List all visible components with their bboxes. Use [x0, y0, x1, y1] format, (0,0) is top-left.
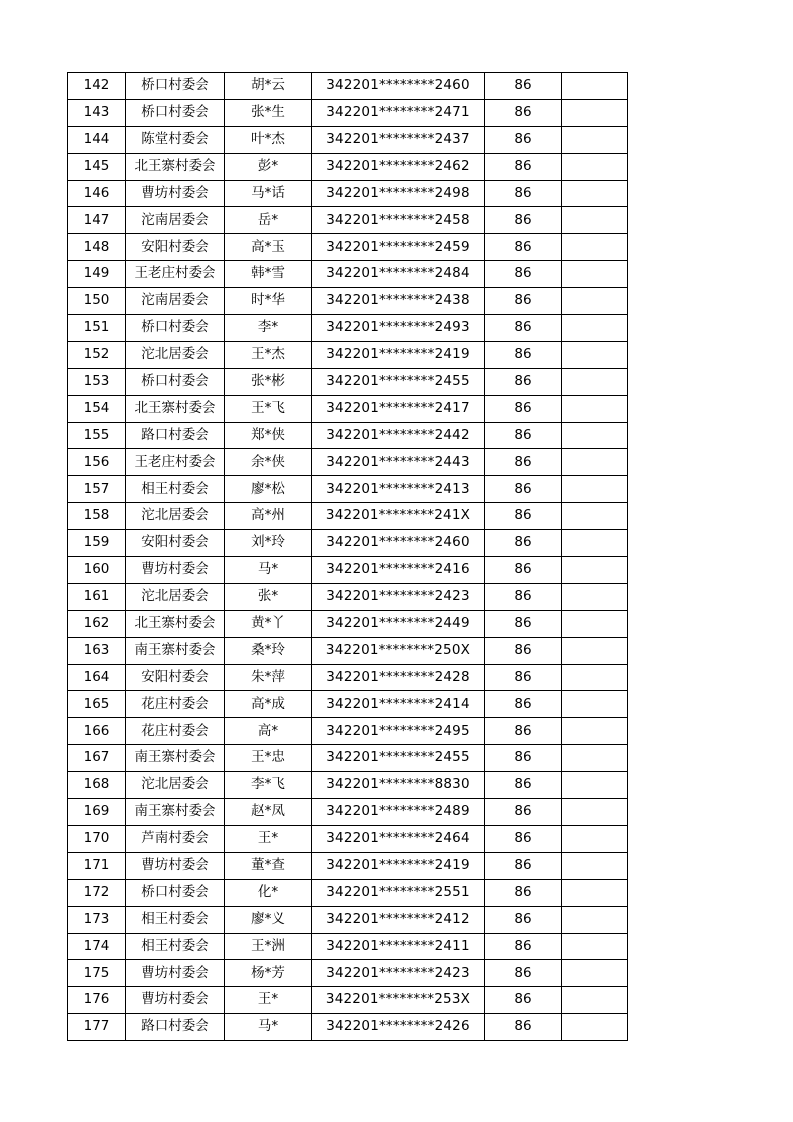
id-number-cell: 342201********2428	[312, 664, 485, 691]
remarks-cell	[562, 261, 628, 288]
remarks-cell	[562, 691, 628, 718]
id-number-cell: 342201********2414	[312, 691, 485, 718]
village-committee-cell: 桥口村委会	[126, 73, 225, 100]
id-number-cell: 342201********2460	[312, 73, 485, 100]
id-number-cell: 342201********2413	[312, 476, 485, 503]
person-name-cell: 王*洲	[225, 933, 312, 960]
table-row	[68, 718, 628, 745]
score-cell: 86	[485, 261, 562, 288]
village-committee-cell: 相王村委会	[126, 906, 225, 933]
row-number-cell: 162	[68, 610, 126, 637]
score-cell: 86	[485, 180, 562, 207]
village-committee-cell: 北王寨村委会	[126, 153, 225, 180]
remarks-cell	[562, 745, 628, 772]
row-number-cell: 148	[68, 234, 126, 261]
table-row	[68, 960, 628, 987]
remarks-cell	[562, 234, 628, 261]
table-row	[68, 234, 628, 261]
score-cell: 86	[485, 422, 562, 449]
table-row	[68, 772, 628, 799]
village-committee-cell: 路口村委会	[126, 1014, 225, 1041]
row-number-cell: 163	[68, 637, 126, 664]
village-committee-cell: 南王寨村委会	[126, 799, 225, 826]
id-number-cell: 342201********2460	[312, 530, 485, 557]
id-number-cell: 342201********2493	[312, 315, 485, 342]
person-name-cell: 董*查	[225, 852, 312, 879]
village-committee-cell: 王老庄村委会	[126, 261, 225, 288]
remarks-cell	[562, 207, 628, 234]
village-committee-cell: 北王寨村委会	[126, 395, 225, 422]
remarks-cell	[562, 126, 628, 153]
id-number-cell: 342201********2411	[312, 933, 485, 960]
id-number-cell: 342201********2455	[312, 368, 485, 395]
score-cell: 86	[485, 610, 562, 637]
table-row	[68, 153, 628, 180]
person-name-cell: 廖*松	[225, 476, 312, 503]
remarks-cell	[562, 288, 628, 315]
table-row	[68, 476, 628, 503]
row-number-cell: 149	[68, 261, 126, 288]
village-committee-cell: 相王村委会	[126, 476, 225, 503]
village-committee-cell: 曹坊村委会	[126, 987, 225, 1014]
village-committee-cell: 安阳村委会	[126, 530, 225, 557]
person-name-cell: 刘*玲	[225, 530, 312, 557]
score-cell: 86	[485, 637, 562, 664]
id-number-cell: 342201********2458	[312, 207, 485, 234]
id-number-cell: 342201********2443	[312, 449, 485, 476]
village-committee-cell: 路口村委会	[126, 422, 225, 449]
village-committee-cell: 曹坊村委会	[126, 960, 225, 987]
table-row	[68, 503, 628, 530]
id-number-cell: 342201********2489	[312, 799, 485, 826]
id-number-cell: 342201********2438	[312, 288, 485, 315]
village-committee-cell: 沱南居委会	[126, 288, 225, 315]
score-cell: 86	[485, 395, 562, 422]
table-row	[68, 664, 628, 691]
person-name-cell: 张*生	[225, 99, 312, 126]
score-cell: 86	[485, 987, 562, 1014]
table-row	[68, 745, 628, 772]
person-name-cell: 张*彬	[225, 368, 312, 395]
row-number-cell: 150	[68, 288, 126, 315]
remarks-cell	[562, 718, 628, 745]
village-committee-cell: 沱北居委会	[126, 341, 225, 368]
remarks-cell	[562, 530, 628, 557]
row-number-cell: 164	[68, 664, 126, 691]
id-number-cell: 342201********2437	[312, 126, 485, 153]
person-name-cell: 郑*侠	[225, 422, 312, 449]
village-committee-cell: 沱南居委会	[126, 207, 225, 234]
remarks-cell	[562, 906, 628, 933]
score-cell: 86	[485, 368, 562, 395]
row-number-cell: 168	[68, 772, 126, 799]
id-number-cell: 342201********2464	[312, 825, 485, 852]
score-cell: 86	[485, 772, 562, 799]
person-name-cell: 朱*萍	[225, 664, 312, 691]
remarks-cell	[562, 1014, 628, 1041]
row-number-cell: 143	[68, 99, 126, 126]
score-cell: 86	[485, 718, 562, 745]
id-number-cell: 342201********2423	[312, 960, 485, 987]
table-row	[68, 449, 628, 476]
village-committee-cell: 沱北居委会	[126, 772, 225, 799]
row-number-cell: 170	[68, 825, 126, 852]
remarks-cell	[562, 557, 628, 584]
remarks-cell	[562, 933, 628, 960]
table-row	[68, 73, 628, 100]
table-row	[68, 261, 628, 288]
village-committee-cell: 南王寨村委会	[126, 637, 225, 664]
remarks-cell	[562, 825, 628, 852]
person-name-cell: 韩*雪	[225, 261, 312, 288]
table-row	[68, 637, 628, 664]
row-number-cell: 158	[68, 503, 126, 530]
table-row	[68, 583, 628, 610]
score-cell: 86	[485, 449, 562, 476]
table-row	[68, 395, 628, 422]
row-number-cell: 160	[68, 557, 126, 584]
table-row	[68, 126, 628, 153]
id-number-cell: 342201********2416	[312, 557, 485, 584]
village-committee-cell: 花庄村委会	[126, 691, 225, 718]
person-name-cell: 赵*凤	[225, 799, 312, 826]
score-cell: 86	[485, 691, 562, 718]
person-name-cell: 王*飞	[225, 395, 312, 422]
score-cell: 86	[485, 1014, 562, 1041]
village-committee-cell: 桥口村委会	[126, 879, 225, 906]
table-row	[68, 99, 628, 126]
person-name-cell: 杨*芳	[225, 960, 312, 987]
score-cell: 86	[485, 583, 562, 610]
person-name-cell: 时*华	[225, 288, 312, 315]
row-number-cell: 144	[68, 126, 126, 153]
village-committee-cell: 南王寨村委会	[126, 745, 225, 772]
village-committee-cell: 桥口村委会	[126, 368, 225, 395]
table-row	[68, 341, 628, 368]
person-name-cell: 李*飞	[225, 772, 312, 799]
remarks-cell	[562, 960, 628, 987]
village-committee-cell: 芦南村委会	[126, 825, 225, 852]
score-cell: 86	[485, 99, 562, 126]
remarks-cell	[562, 664, 628, 691]
person-name-cell: 黄*丫	[225, 610, 312, 637]
id-number-cell: 342201********2442	[312, 422, 485, 449]
score-cell: 86	[485, 126, 562, 153]
id-number-cell: 342201********250X	[312, 637, 485, 664]
remarks-cell	[562, 852, 628, 879]
score-cell: 86	[485, 234, 562, 261]
id-number-cell: 342201********8830	[312, 772, 485, 799]
remarks-cell	[562, 799, 628, 826]
score-cell: 86	[485, 852, 562, 879]
person-name-cell: 王*	[225, 825, 312, 852]
roster-table	[67, 72, 628, 1041]
score-cell: 86	[485, 476, 562, 503]
person-name-cell: 李*	[225, 315, 312, 342]
id-number-cell: 342201********2471	[312, 99, 485, 126]
person-name-cell: 高*玉	[225, 234, 312, 261]
village-committee-cell: 王老庄村委会	[126, 449, 225, 476]
row-number-cell: 169	[68, 799, 126, 826]
table-row	[68, 852, 628, 879]
row-number-cell: 171	[68, 852, 126, 879]
id-number-cell: 342201********2449	[312, 610, 485, 637]
person-name-cell: 余*侠	[225, 449, 312, 476]
row-number-cell: 156	[68, 449, 126, 476]
table-row	[68, 691, 628, 718]
score-cell: 86	[485, 879, 562, 906]
score-cell: 86	[485, 288, 562, 315]
table-row	[68, 879, 628, 906]
remarks-cell	[562, 153, 628, 180]
row-number-cell: 155	[68, 422, 126, 449]
row-number-cell: 151	[68, 315, 126, 342]
table-row	[68, 530, 628, 557]
person-name-cell: 马*	[225, 557, 312, 584]
score-cell: 86	[485, 825, 562, 852]
id-number-cell: 342201********2459	[312, 234, 485, 261]
row-number-cell: 159	[68, 530, 126, 557]
score-cell: 86	[485, 503, 562, 530]
score-cell: 86	[485, 207, 562, 234]
id-number-cell: 342201********2484	[312, 261, 485, 288]
village-committee-cell: 曹坊村委会	[126, 852, 225, 879]
village-committee-cell: 花庄村委会	[126, 718, 225, 745]
person-name-cell: 胡*云	[225, 73, 312, 100]
table-row	[68, 207, 628, 234]
remarks-cell	[562, 368, 628, 395]
person-name-cell: 桑*玲	[225, 637, 312, 664]
remarks-cell	[562, 637, 628, 664]
remarks-cell	[562, 99, 628, 126]
id-number-cell: 342201********2419	[312, 341, 485, 368]
row-number-cell: 167	[68, 745, 126, 772]
village-committee-cell: 相王村委会	[126, 933, 225, 960]
remarks-cell	[562, 879, 628, 906]
remarks-cell	[562, 503, 628, 530]
remarks-cell	[562, 449, 628, 476]
village-committee-cell: 曹坊村委会	[126, 557, 225, 584]
table-row	[68, 557, 628, 584]
village-committee-cell: 曹坊村委会	[126, 180, 225, 207]
row-number-cell: 165	[68, 691, 126, 718]
id-number-cell: 342201********2419	[312, 852, 485, 879]
person-name-cell: 岳*	[225, 207, 312, 234]
score-cell: 86	[485, 799, 562, 826]
table-row	[68, 799, 628, 826]
remarks-cell	[562, 315, 628, 342]
village-committee-cell: 安阳村委会	[126, 664, 225, 691]
remarks-cell	[562, 341, 628, 368]
id-number-cell: 342201********2551	[312, 879, 485, 906]
row-number-cell: 152	[68, 341, 126, 368]
id-number-cell: 342201********2426	[312, 1014, 485, 1041]
table-row	[68, 610, 628, 637]
row-number-cell: 157	[68, 476, 126, 503]
remarks-cell	[562, 583, 628, 610]
id-number-cell: 342201********2412	[312, 906, 485, 933]
village-committee-cell: 北王寨村委会	[126, 610, 225, 637]
remarks-cell	[562, 987, 628, 1014]
village-committee-cell: 沱北居委会	[126, 503, 225, 530]
village-committee-cell: 安阳村委会	[126, 234, 225, 261]
row-number-cell: 142	[68, 73, 126, 100]
person-name-cell: 高*	[225, 718, 312, 745]
score-cell: 86	[485, 530, 562, 557]
person-name-cell: 马*话	[225, 180, 312, 207]
table-row	[68, 906, 628, 933]
id-number-cell: 342201********2462	[312, 153, 485, 180]
table-row	[68, 368, 628, 395]
remarks-cell	[562, 73, 628, 100]
person-name-cell: 高*成	[225, 691, 312, 718]
village-committee-cell: 桥口村委会	[126, 99, 225, 126]
person-name-cell: 王*杰	[225, 341, 312, 368]
id-number-cell: 342201********2495	[312, 718, 485, 745]
id-number-cell: 342201********2423	[312, 583, 485, 610]
id-number-cell: 342201********2455	[312, 745, 485, 772]
table-row	[68, 315, 628, 342]
remarks-cell	[562, 476, 628, 503]
score-cell: 86	[485, 745, 562, 772]
table-row	[68, 180, 628, 207]
table-row	[68, 987, 628, 1014]
row-number-cell: 173	[68, 906, 126, 933]
row-number-cell: 145	[68, 153, 126, 180]
remarks-cell	[562, 422, 628, 449]
remarks-cell	[562, 772, 628, 799]
person-name-cell: 叶*杰	[225, 126, 312, 153]
row-number-cell: 175	[68, 960, 126, 987]
remarks-cell	[562, 180, 628, 207]
id-number-cell: 342201********241X	[312, 503, 485, 530]
person-name-cell: 王*忠	[225, 745, 312, 772]
score-cell: 86	[485, 960, 562, 987]
village-committee-cell: 陈堂村委会	[126, 126, 225, 153]
row-number-cell: 177	[68, 1014, 126, 1041]
id-number-cell: 342201********2417	[312, 395, 485, 422]
row-number-cell: 147	[68, 207, 126, 234]
table-row	[68, 825, 628, 852]
id-number-cell: 342201********2498	[312, 180, 485, 207]
row-number-cell: 172	[68, 879, 126, 906]
score-cell: 86	[485, 73, 562, 100]
village-committee-cell: 沱北居委会	[126, 583, 225, 610]
row-number-cell: 146	[68, 180, 126, 207]
person-name-cell: 张*	[225, 583, 312, 610]
person-name-cell: 彭*	[225, 153, 312, 180]
row-number-cell: 154	[68, 395, 126, 422]
table-row	[68, 933, 628, 960]
remarks-cell	[562, 610, 628, 637]
row-number-cell: 174	[68, 933, 126, 960]
person-name-cell: 高*州	[225, 503, 312, 530]
table-row	[68, 288, 628, 315]
score-cell: 86	[485, 906, 562, 933]
roster-table-body	[68, 73, 628, 1041]
score-cell: 86	[485, 341, 562, 368]
remarks-cell	[562, 395, 628, 422]
row-number-cell: 161	[68, 583, 126, 610]
row-number-cell: 166	[68, 718, 126, 745]
person-name-cell: 廖*义	[225, 906, 312, 933]
score-cell: 86	[485, 933, 562, 960]
table-row	[68, 422, 628, 449]
table-row	[68, 1014, 628, 1041]
score-cell: 86	[485, 557, 562, 584]
score-cell: 86	[485, 153, 562, 180]
village-committee-cell: 桥口村委会	[126, 315, 225, 342]
id-number-cell: 342201********253X	[312, 987, 485, 1014]
row-number-cell: 176	[68, 987, 126, 1014]
score-cell: 86	[485, 315, 562, 342]
person-name-cell: 化*	[225, 879, 312, 906]
person-name-cell: 王*	[225, 987, 312, 1014]
score-cell: 86	[485, 664, 562, 691]
person-name-cell: 马*	[225, 1014, 312, 1041]
row-number-cell: 153	[68, 368, 126, 395]
